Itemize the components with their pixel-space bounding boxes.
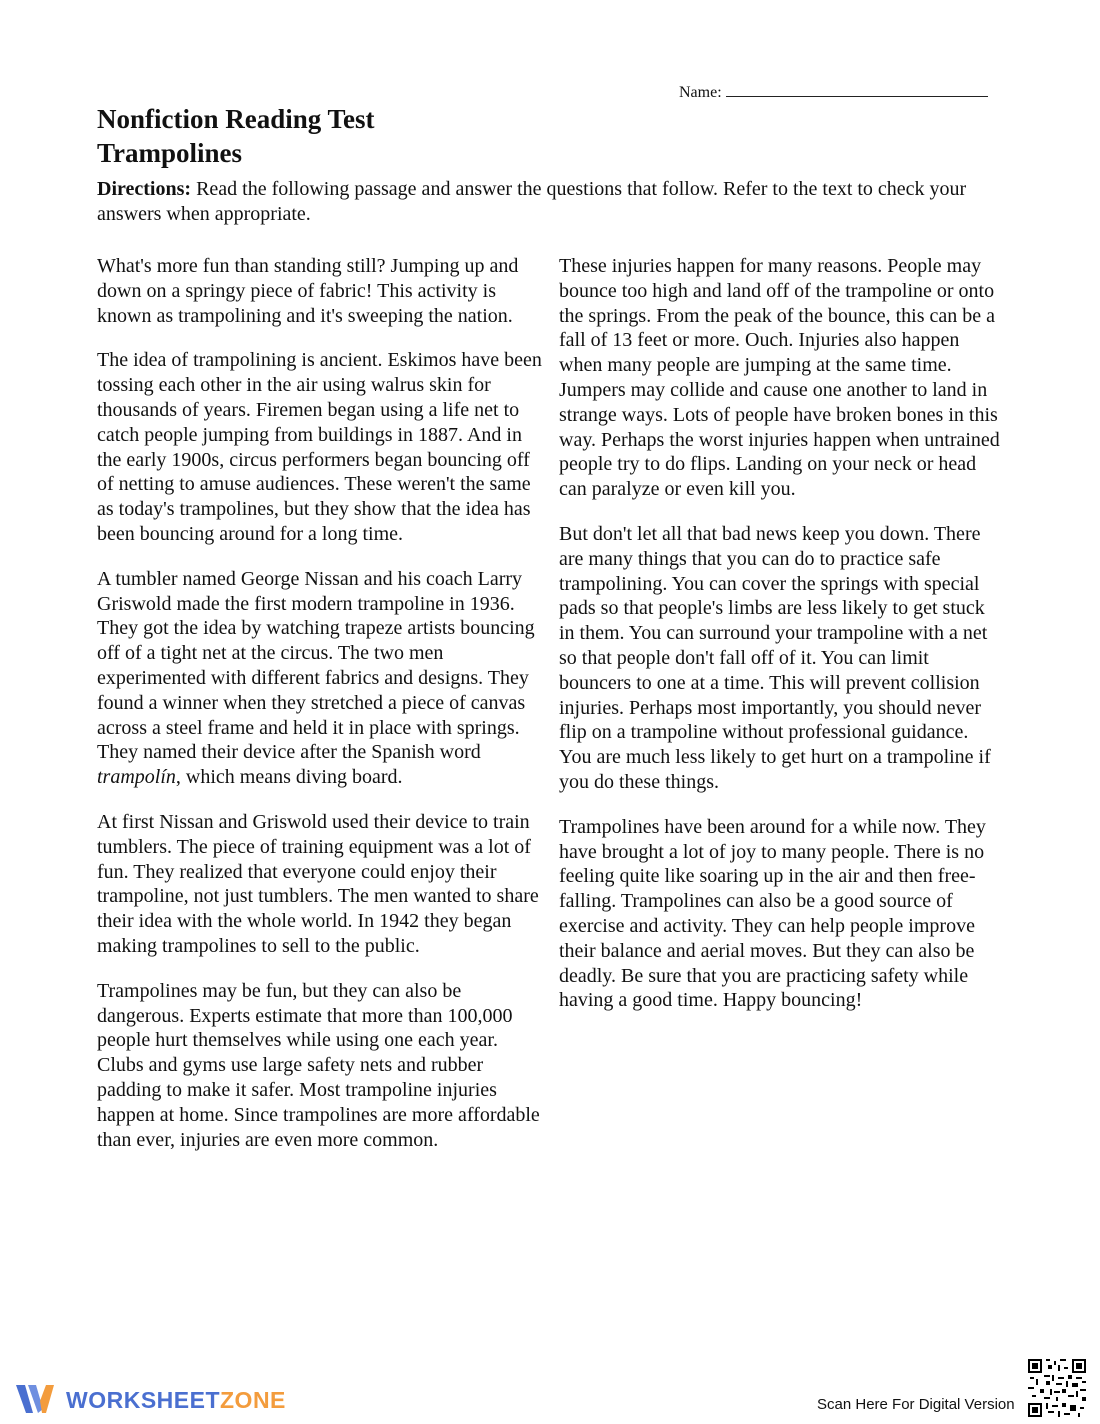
directions-label: Directions: bbox=[97, 178, 192, 200]
name-blank-line[interactable] bbox=[726, 82, 988, 97]
paragraph-4: At first Nissan and Griswold used their device to train tumblers. The piece of training equipment was a lot of fun. They realized that everyone could enjoy their trampoline, not just tumblers. The men wanted to share their idea with the whole world. In 1942 they began making trampolines to sell to the public. bbox=[97, 810, 539, 957]
title-line-1: Nonfiction Reading Test bbox=[97, 104, 375, 134]
logo-w-icon bbox=[16, 1383, 60, 1417]
logo-word-zone: ZONE bbox=[220, 1386, 286, 1413]
page-title bbox=[97, 102, 375, 170]
worksheetzone-logo[interactable] bbox=[16, 1383, 286, 1417]
paragraph-5: Trampolines may be fun, but they can also be dangerous. Experts estimate that more than 100,000 people hurt themselves while using one each year. Clubs and gyms use large safety nets and rubber padding to make it safer. Most trampoline injuries happen at home. Since trampolines are more affordable than ever, injuries are even more common. bbox=[97, 979, 540, 1151]
paragraph-3-text-a: A tumbler named George Nissan and his coach Larry Griswold made the first modern trampoline in 1936. They got the idea by watching trapeze artists bouncing off of a tight net at the circus. The two men experimented with different fabrics and designs. They found a winner when they stretched a piece of canvas across a steel frame and held it in place with springs. They named their device after the Spanish word bbox=[97, 567, 535, 764]
directions bbox=[97, 177, 1007, 227]
scan-caption: Scan Here For Digital Version bbox=[817, 1396, 1015, 1413]
logo-word-worksheet: WORKSHEET bbox=[66, 1386, 220, 1413]
paragraph-1: What's more fun than standing still? Jumping up and down on a springy piece of fabric! This activity is known as trampolining and it's sweeping the nation. bbox=[97, 255, 519, 327]
paragraph-3-text-b: , which means diving board. bbox=[175, 766, 403, 789]
paragraph-2: The idea of trampolining is ancient. Eskimos have been tossing each other in the air using walrus skin for thousands of years. Firemen began using a life net to catch people jumping from buildings in 1887. And in the early 1900s, circus performers began bouncing off of netting to amuse audiences. These weren't the same as today's trampolines, but they show that the idea has been bouncing around for a long time. bbox=[97, 349, 542, 545]
title-line-2: Trampolines bbox=[97, 138, 243, 168]
name-label: Name: bbox=[679, 84, 722, 101]
passage-left-column bbox=[97, 254, 543, 1172]
directions-text: Read the following passage and answer the questions that follow. Refer to the text to check your answers when appropriate. bbox=[97, 178, 967, 225]
paragraph-8: Trampolines have been around for a while now. They have brought a lot of joy to many people. There is no feeling quite like soaring up in the air and then free-falling. Trampolines can also be a good source of exercise and activity. They can help people improve their balance and aerial moves. But they can also be deadly. Be sure that you are practicing safety while having a good time. Happy bouncing! bbox=[559, 815, 986, 1012]
name-field[interactable] bbox=[679, 82, 988, 102]
paragraph-6: These injuries happen for many reasons. People may bounce too high and land off of the trampoline or onto the springs. From the peak of the bounce, this can be a fall of 13 feet or more. Ouch. Injuries also happen when many people are jumping at the same time. Jumpers may collide and cause one another to land in strange ways. Lots of people have broken bones in this way. Perhaps the worst injuries happen when untrained people try to do flips. Landing on your neck or head can paralyze or even kill you. bbox=[559, 255, 1000, 501]
paragraph-3 bbox=[97, 567, 543, 790]
qr-code-icon[interactable] bbox=[1028, 1359, 1086, 1417]
passage-right-column bbox=[559, 254, 1005, 1033]
logo-text bbox=[66, 1387, 286, 1414]
paragraph-7: But don't let all that bad news keep you down. There are many things that you can do to practice safe trampolining. You can cover the springs with special pads so that people's limbs are less likely to get stuck in them. You can surround your trampoline with a net so that people don't fall off of it. You can limit bouncers to one at a time. This will prevent collision injuries. Perhaps most importantly, you should never flip on a trampoline without professional guidance. You are much less likely to get hurt on a trampoline if you do these things. bbox=[559, 522, 991, 793]
spanish-word: trampolín bbox=[97, 766, 176, 789]
